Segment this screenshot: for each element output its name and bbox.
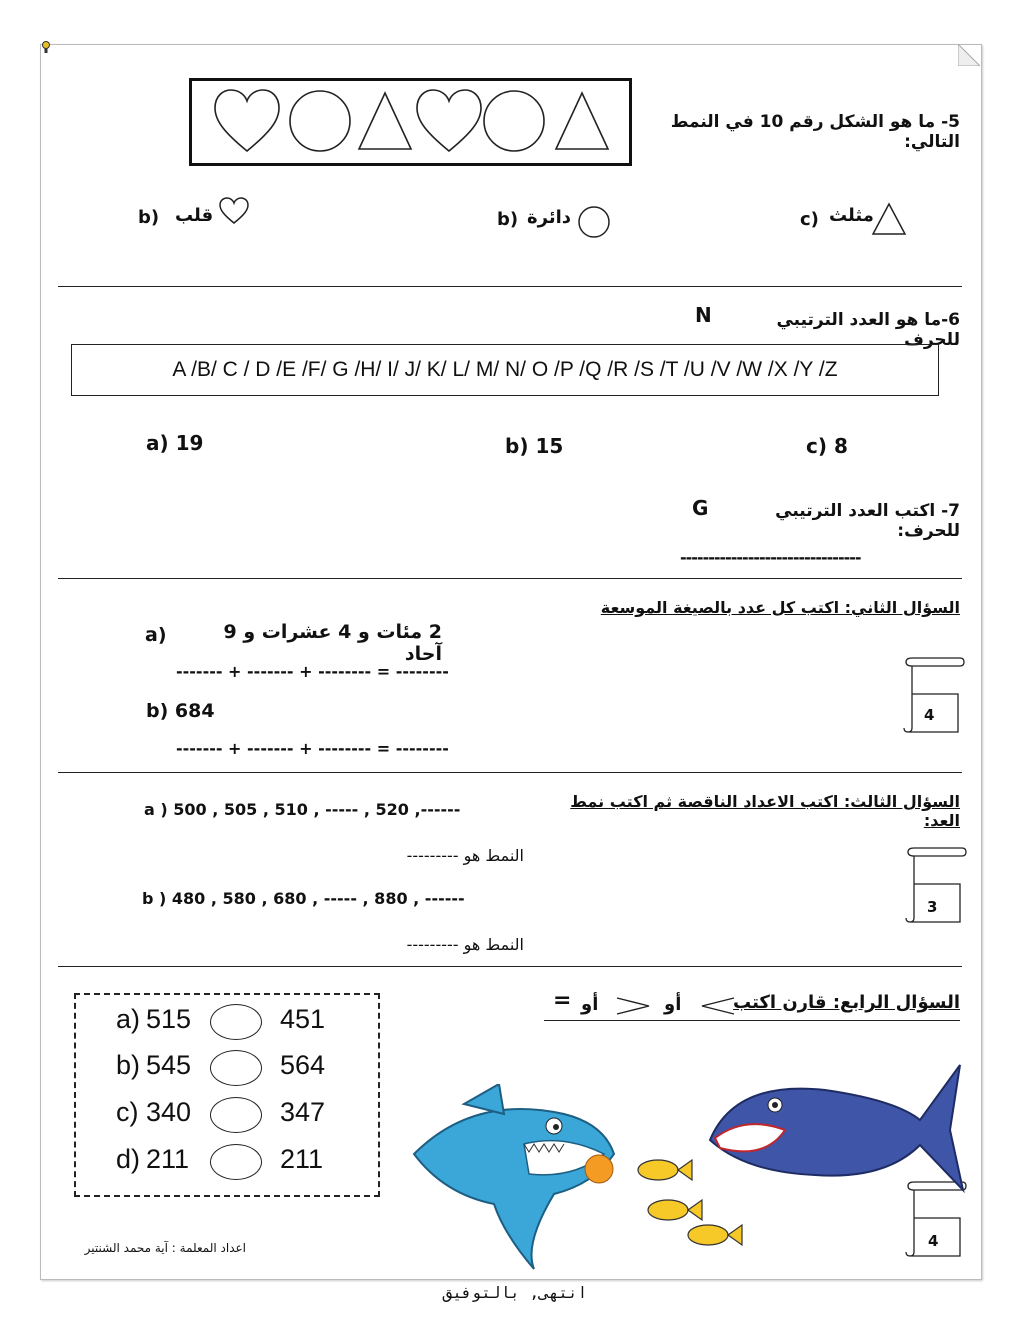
section4-score: 4 bbox=[928, 1232, 939, 1250]
q6-option-c-label: c) bbox=[806, 434, 827, 458]
q5-option-1-text: قلب bbox=[175, 205, 214, 226]
section4-title: السؤال الرابع: قارن اكتب bbox=[733, 992, 960, 1013]
shark-illustration bbox=[404, 1084, 624, 1274]
compare-row-label: b) bbox=[116, 1050, 141, 1080]
section4-or-2: أو bbox=[581, 994, 599, 1015]
q6-option-a-value: 19 bbox=[175, 431, 204, 455]
answer-oval[interactable] bbox=[210, 1004, 262, 1040]
section2-b-blank[interactable]: ------- + ------- + -------- = -------- bbox=[176, 739, 449, 758]
section2-a-text: 2 مئات و 4 عشرات و 9 آحاد bbox=[223, 621, 442, 665]
whale-illustration bbox=[705, 1060, 967, 1200]
title-underline bbox=[544, 1020, 960, 1021]
q6-question: 6-ما هو العدد الترتيبي للحرف bbox=[776, 310, 960, 350]
q6-option-b-value: 15 bbox=[535, 434, 564, 458]
compare-row-label: c) bbox=[116, 1097, 139, 1127]
q6-letter: N bbox=[695, 303, 712, 327]
less-than-icon bbox=[700, 996, 736, 1016]
answer-oval[interactable] bbox=[210, 1050, 262, 1086]
heart-icon bbox=[218, 196, 250, 226]
q7-answer-line: -------------------------------- bbox=[680, 548, 861, 567]
q6-option-a-label: a) bbox=[146, 431, 169, 455]
section3-a[interactable]: a ) 500 , 505 , 510 , ----- , 520 ,------ bbox=[144, 800, 461, 819]
section3-title: السؤال الثالث: اكتب الاعداد الناقصة ثم اكتب نمط العد: bbox=[570, 792, 960, 830]
q6-option-c bbox=[806, 434, 848, 458]
section3-b[interactable]: b ) 480 , 580 , 680 , ----- , 880 , ------ bbox=[142, 889, 465, 908]
circle-icon bbox=[577, 205, 611, 239]
section4-or-1: أو bbox=[664, 994, 682, 1015]
alphabet-text: A /B/ C / D /E /F/ G /H/ I/ J/ K/ L/ M/ N/ O /P /Q /R /S /T /U /V /W /X /Y /Z bbox=[172, 358, 838, 381]
compare-row-label: d) bbox=[116, 1144, 141, 1174]
q5-option-2-label: b) bbox=[497, 209, 519, 230]
compare-left-value: 545 bbox=[146, 1050, 192, 1080]
section2-a-label: a) bbox=[145, 624, 167, 646]
q5-option-3-label: c) bbox=[800, 209, 819, 230]
compare-row bbox=[116, 1097, 336, 1137]
pattern-circle-shape bbox=[484, 91, 544, 151]
pattern-heart-shape bbox=[215, 90, 279, 151]
section3-pattern-b[interactable]: النمط هو --------- bbox=[406, 935, 524, 954]
compare-row-label: a) bbox=[116, 1004, 141, 1034]
divider bbox=[58, 578, 962, 579]
q7-question: 7- اكتب العدد الترتيبي للحرف: bbox=[775, 501, 960, 541]
teacher-credit: اعداد المعلمة : آية محمد الشنتير bbox=[84, 1241, 246, 1255]
compare-row bbox=[116, 1050, 336, 1090]
q5-question: 5- ما هو الشكل رقم 10 في النمط التالي: bbox=[670, 112, 960, 152]
compare-left-value: 340 bbox=[146, 1097, 192, 1127]
compare-right-value: 211 bbox=[280, 1144, 324, 1174]
section2-title: السؤال الثاني: اكتب كل عدد بالصيغة الموسعة bbox=[600, 598, 960, 617]
section3-pattern-a[interactable]: النمط هو --------- bbox=[406, 846, 524, 865]
greater-than-icon bbox=[615, 996, 651, 1016]
compare-right-value: 564 bbox=[280, 1050, 326, 1080]
pattern-triangle-shape bbox=[556, 93, 608, 149]
answer-oval[interactable] bbox=[210, 1144, 262, 1180]
compare-row bbox=[116, 1144, 336, 1184]
compare-left-value: 515 bbox=[146, 1004, 192, 1034]
pattern-circle-shape bbox=[290, 91, 350, 151]
q6-option-c-value: 8 bbox=[833, 434, 848, 458]
pattern-box bbox=[189, 78, 632, 166]
section2-a-blank[interactable]: ------- + ------- + -------- = -------- bbox=[176, 662, 449, 681]
section2-score: 4 bbox=[924, 706, 935, 724]
pattern-triangle-shape bbox=[359, 93, 411, 149]
compare-row bbox=[116, 1004, 336, 1044]
triangle-icon bbox=[871, 202, 907, 236]
q6-option-a bbox=[146, 431, 203, 455]
divider bbox=[58, 772, 962, 773]
page-fold-icon bbox=[958, 44, 980, 66]
closing-text: انتهى, بالتوفيق bbox=[442, 1283, 588, 1302]
q5-option-1-label: b) bbox=[138, 207, 160, 228]
q5-option-2-text: دائرة bbox=[527, 207, 571, 228]
compare-right-value: 451 bbox=[280, 1004, 326, 1034]
compare-left-value: 211 bbox=[146, 1144, 190, 1174]
divider bbox=[58, 286, 962, 287]
section4-equals: = bbox=[553, 988, 572, 1013]
section2-b-label: b) 684 bbox=[146, 700, 215, 722]
q6-option-b bbox=[505, 434, 563, 458]
q6-option-b-label: b) bbox=[505, 434, 529, 458]
compare-right-value: 347 bbox=[280, 1097, 326, 1127]
q7-letter: G bbox=[692, 496, 709, 520]
answer-oval[interactable] bbox=[210, 1097, 262, 1133]
divider bbox=[58, 966, 962, 967]
shape-pattern bbox=[192, 81, 629, 163]
pin-icon bbox=[40, 40, 52, 54]
pattern-heart-shape bbox=[417, 90, 481, 151]
q5-option-3-text: مثلث bbox=[829, 205, 874, 226]
section3-score: 3 bbox=[927, 898, 938, 916]
alphabet-box bbox=[71, 344, 939, 396]
